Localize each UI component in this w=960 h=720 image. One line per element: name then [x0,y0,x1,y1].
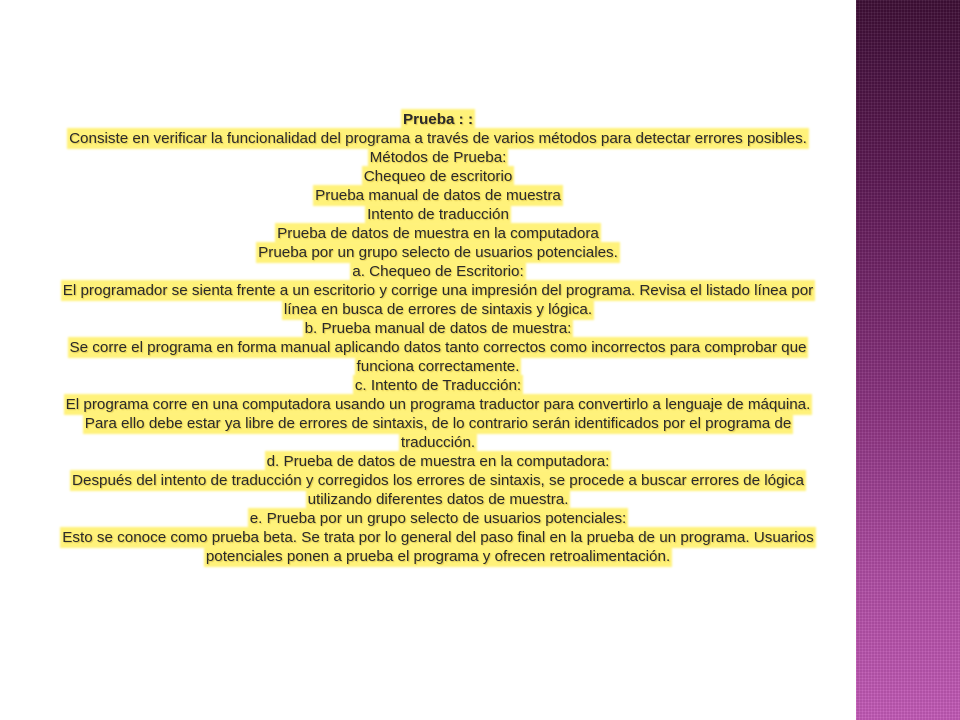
section-heading: e. Prueba por un grupo selecto de usuarios potenciales: [249,510,627,527]
methods-heading: Métodos de Prueba: [369,149,507,166]
section-heading: b. Prueba manual de datos de muestra: [304,320,572,337]
section-paragraph: Esto se conoce como prueba beta. Se trata por lo general del paso final en la prueba de un programa. Usuarios potenciales ponen a prueba el programa y ofrecen retroalimentación. [62,529,814,565]
section-heading: d. Prueba de datos de muestra en la computadora: [266,453,610,470]
section-heading: a. Chequeo de Escritorio: [352,263,524,280]
method-item: Prueba por un grupo selecto de usuarios potenciales. [258,244,618,261]
section-paragraph: Después del intento de traducción y corregidos los errores de sintaxis, se procede a buscar errores de lógica utilizando diferentes datos de muestra. [72,472,804,508]
section-paragraph: El programador se sienta frente a un escritorio y corrige una impresión del programa. Revisa el listado línea por línea en busca de errores de sintaxis y lógica. [62,282,814,318]
slide-title: Prueba : : [402,111,474,128]
section-paragraph: El programa corre en una computadora usando un programa traductor para convertirlo a lenguaje de máquina. Para ello debe estar ya libre de errores de sintaxis, de lo contrario serán identificados por el programa de traducción. [65,396,811,451]
decorative-side-band [856,0,960,720]
method-item: Prueba de datos de muestra en la computadora [277,225,599,242]
section-heading: c. Intento de Traducción: [354,377,522,394]
section-paragraph: Se corre el programa en forma manual aplicando datos tanto correctos como incorrectos para comprobar que funciona correctamente. [69,339,807,375]
slide-body-text [60,110,816,566]
definition-paragraph: Consiste en verificar la funcionalidad del programa a través de varios métodos para detectar errores posibles. [69,130,807,147]
method-item: Prueba manual de datos de muestra [315,187,561,204]
method-item: Intento de traducción [367,206,509,223]
method-item: Chequeo de escritorio [363,168,513,185]
